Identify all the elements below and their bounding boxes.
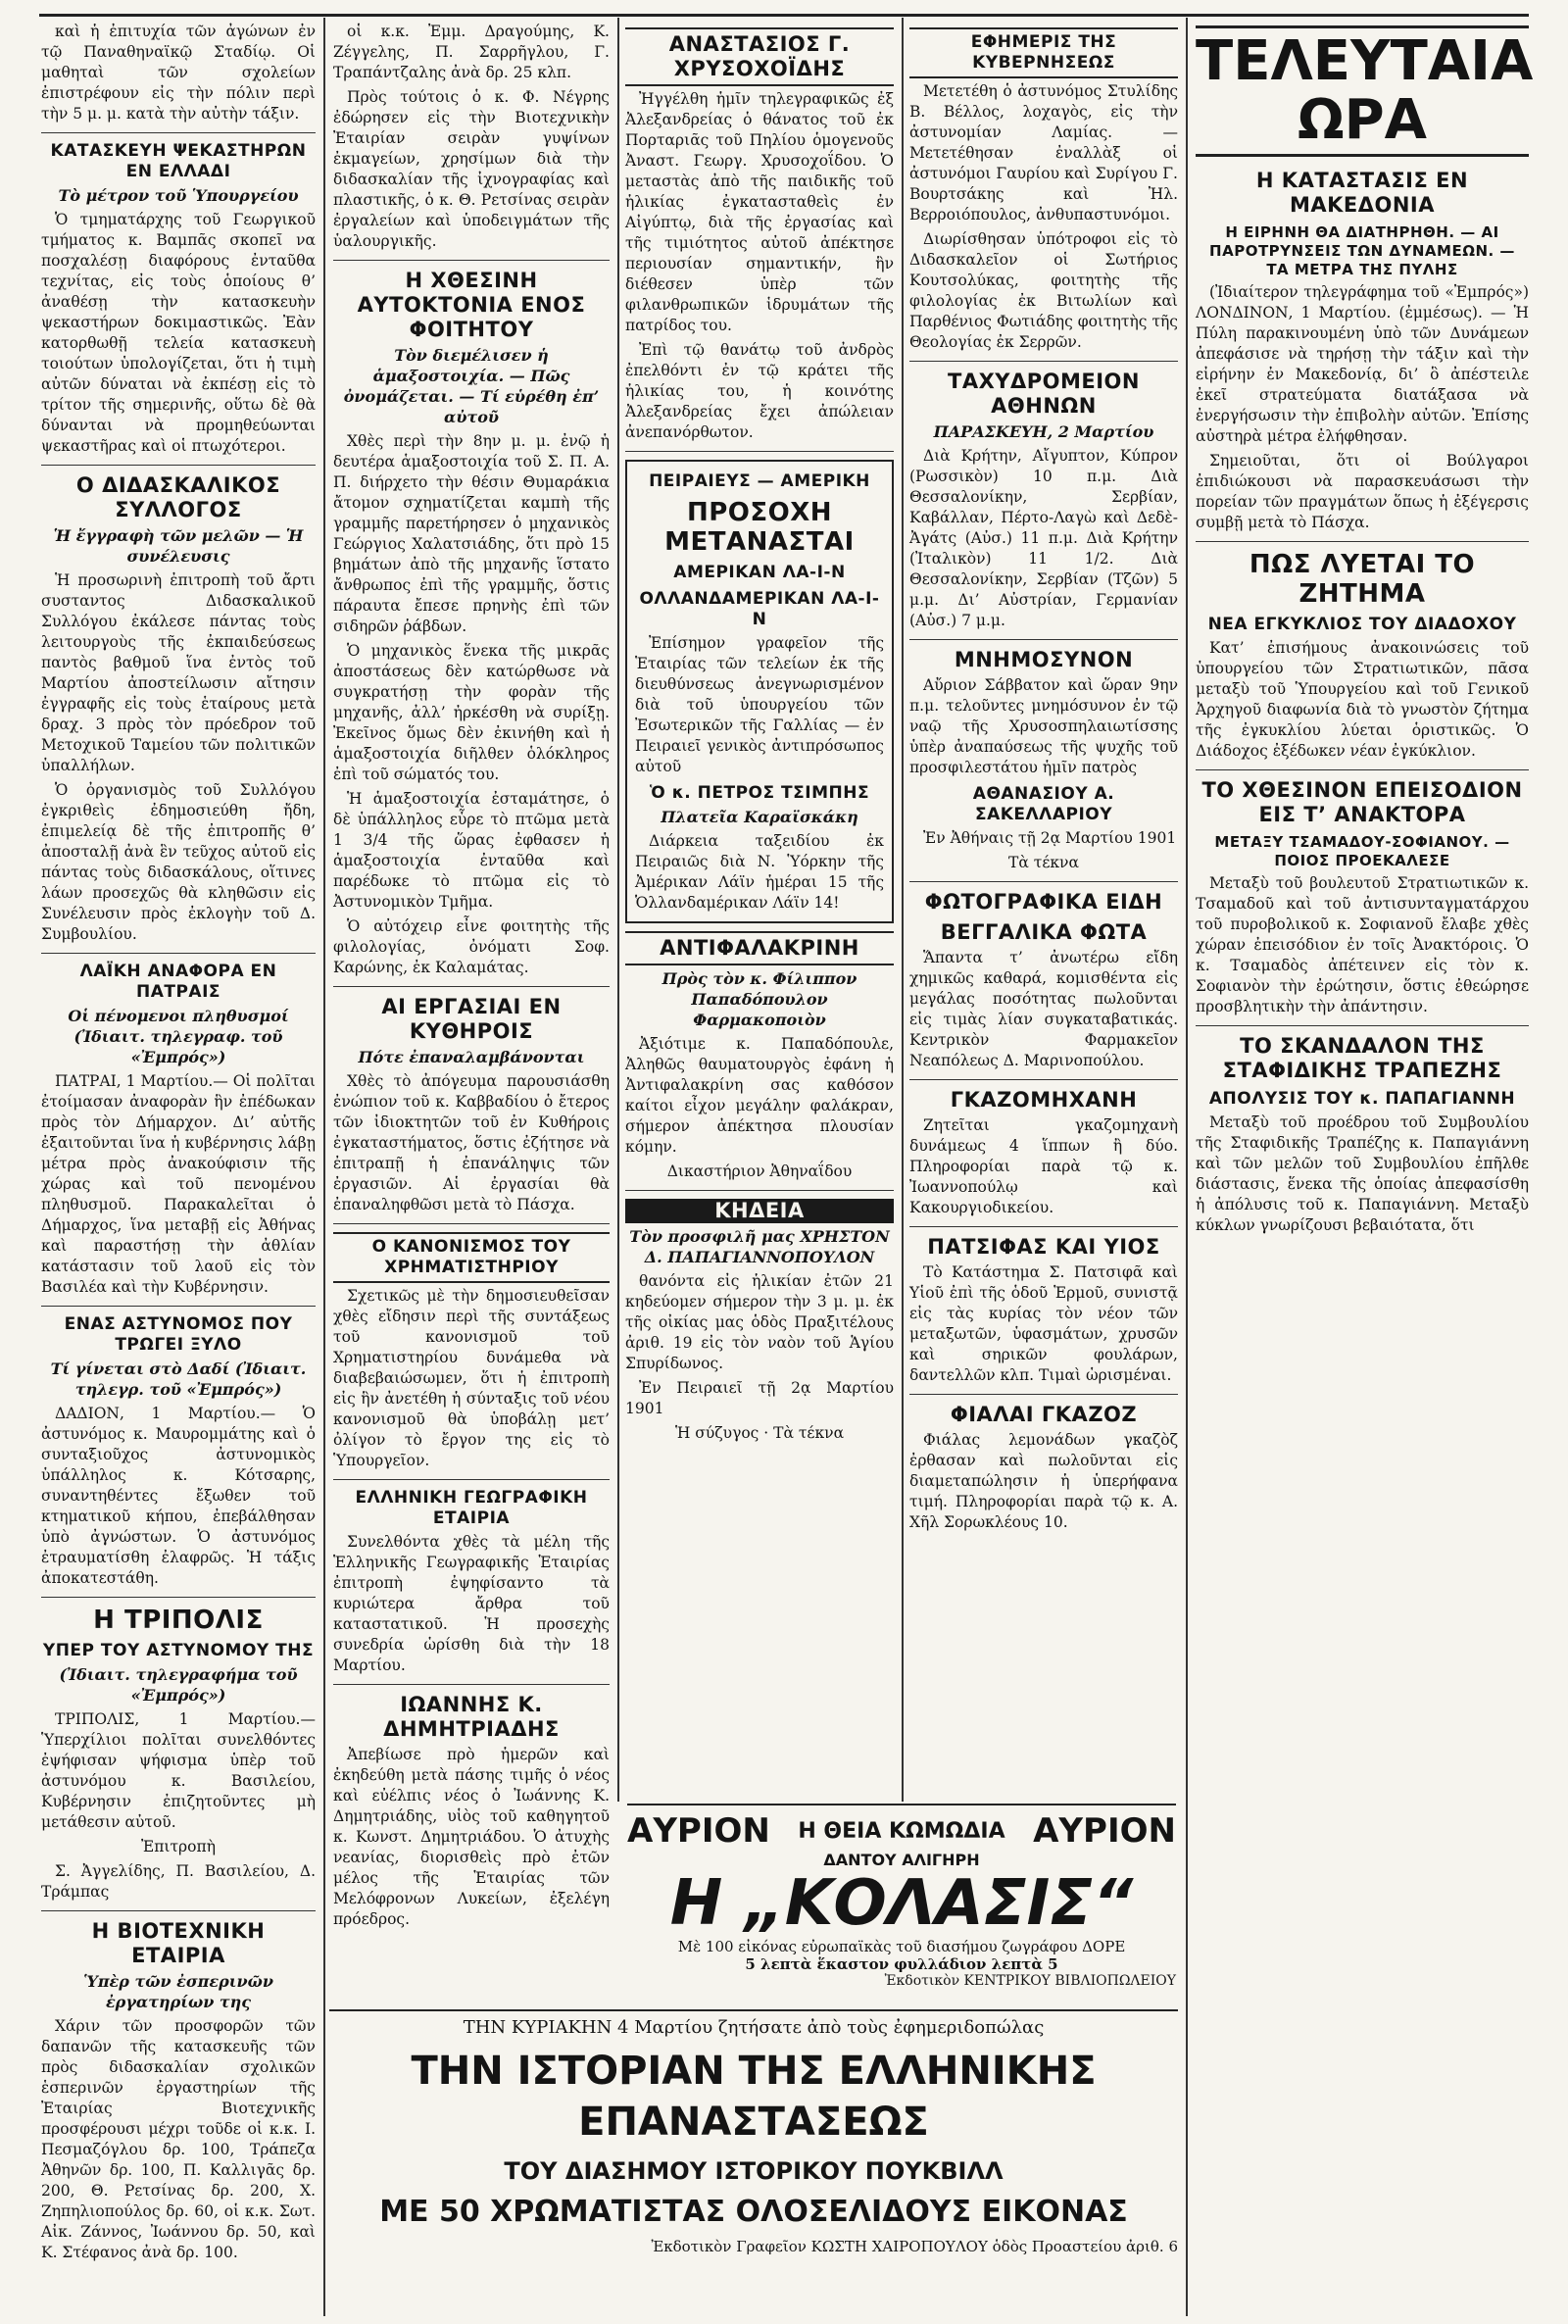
paragraph: Διὰ Κρήτην, Αἴγυπτον, Κύπρον (Ρωσσικὸν) 10 π.μ. Διὰ Θεσσαλονίκην, Σερβίαν, Καβάλλαν, Πέρτο-Λαγὼ καὶ Δεδὲ-Ἀγάτς (Αὐσ.) 11 π.μ. Διὰ Κρήτην (Ἰταλικὸν) 11 1/2. Διὰ Θεσσαλονίκην, Σερβίαν (Τζῶν) 5 μ.μ. Δι’ Αὐστρίαν, Γερμανίαν (Αὐσ.) 7 μ.μ. — [909, 447, 1178, 629]
advert-title: ΤΗΝ ΙΣΤΟΡΙΑΝ ΤΗΣ ΕΛΛΗΝΙΚΗΣ ΕΠΑΝΑΣΤΑΣΕΩΣ — [411, 2049, 1097, 2145]
signature-label: Ἐπιτροπὴ — [141, 1838, 216, 1855]
agent-name: Ὁ κ. ΠΕΤΡΟΣ ΤΣΙΜΠΗΣ — [649, 783, 870, 803]
headline: ΕΝΑΣ ΑΣΤΥΝΟΜΟΣ ΠΟΥ ΤΡΩΓΕΙ ΞΥΛΟ — [64, 1314, 293, 1355]
column-3 — [625, 22, 894, 1590]
column-4 — [909, 22, 1178, 1590]
divider — [909, 881, 1178, 882]
paragraph: Ἅπαντα τ’ ἀνωτέρω εἴδη χημικῶς καθαρά, κομισθέντα εἰς μεγάλας ποσότητας πωλοῦνται εἰς τιμὰς λίαν συγκαταβατικάς. Κεντρικὸν Φαρμακεῖον Νεαπόλεως Δ. Μαρινοπούλου. — [909, 949, 1178, 1069]
divider — [909, 639, 1178, 640]
column-5 — [1196, 22, 1534, 2305]
date-line: Ἐν Πειραιεῖ τῇ 2ᾳ Μαρτίου 1901 — [625, 1379, 894, 1417]
headline: ΦΩΤΟΓΡΑΦΙΚΑ ΕΙΔΗ — [924, 890, 1163, 914]
subheadline: Η ΕΙΡΗΝΗ ΘΑ ΔΙΑΤΗΡΗΘΗ. — ΑΙ ΠΑΡΟΤΡΥΝΣΕΙΣ ΤΩΝ ΔΥΝΑΜΕΩΝ. — ΤΑ ΜΕΤΡΑ ΤΗΣ ΠΥΛΗΣ — [1209, 223, 1515, 278]
history-advert — [329, 2009, 1178, 2305]
divider — [41, 1306, 316, 1307]
advert-line: Μὲ 100 εἰκόνας εὐρωπαϊκὰς τοῦ διασήμου ζωγράφου ΔΟΡΕ — [677, 1938, 1126, 1955]
divider — [41, 953, 316, 954]
headline: ΦΙΑΛΑΙ ΓΚΑΖΟΖ — [950, 1403, 1138, 1426]
headline: ΚΗΔΕΙΑ — [625, 1199, 894, 1223]
signature: Δικαστήριον Ἀθηναΐδου — [666, 1162, 853, 1180]
paragraph: ΔΑΔΙΟΝ, 1 Μαρτίου.— Ὁ ἀστυνόμος κ. Μαυρομμάτης καὶ ὁ συνταξιοῦχος ἀστυνομικὸς ὑπάλληλος κ. Κότσαρης, συναντηθέντες ἔξωθεν τοῦ κτηματικοῦ κήπου, ἐπεβάλθησαν ὑπὸ ἀγνώστων. Ὁ ἀστυνόμος ἐτραυματίσθη ἐλαφρῶς. Ἡ τάξις ἀποκατεστάθη. — [41, 1405, 316, 1587]
headline: ΑΝΤΙΦΑΛΑΚΡΙΝΗ — [625, 931, 894, 965]
headline: ΠΩΣ ΛΥΕΤΑΙ ΤΟ ΖΗΤΗΜΑ — [1249, 550, 1476, 609]
paragraph: Μεταξὺ τοῦ προέδρου τοῦ Συμβουλίου τῆς Σταφιδικῆς Τραπέζης κ. Παπαγιάννη καὶ τῶν μελῶν τοῦ Συμβουλίου ἐπῆλθε διάστασις, ἕνεκα τῆς ὁποίας ἀπεφασίσθη ἡ ἀπόλυσις τοῦ κ. Παπαγιάννη. Μεταξὺ κύκλων γνωρίζουσι βεβαιότατα, ὅτι — [1196, 1113, 1529, 1234]
divider — [41, 465, 316, 466]
paragraph: Ὁ αὐτόχειρ εἶνε φοιτητὴς τῆς φιλολογίας, ὀνόματι Σοφ. Καρώνης, ἐκ Καλαμάτας. — [333, 917, 610, 976]
column-rule — [323, 18, 325, 2316]
advert-line: 5 λεπτὰ ἕκαστον φυλλάδιον λεπτὰ 5 — [745, 1955, 1058, 1973]
headline: ΟΛΛΑΝΔΑΜΕΡΙΚΑΝ ΛΑ-Ι-Ν — [639, 589, 880, 629]
divider — [41, 1910, 316, 1911]
paragraph: θανόντα εἰς ἡλικίαν ἐτῶν 21 κηδεύομεν σήμερον τὴν 3 μ. μ. ἐκ τῆς οἰκίας μας ὁδὸς Πραξιτέλους ἀριθ. 19 εἰς τὸν ναὸν τοῦ Ἁγίου Σπυρίδωνος. — [625, 1272, 894, 1372]
paragraph: Ὁ μηχανικὸς ἕνεκα τῆς μικρᾶς ἀποστάσεως δὲν κατώρθωσε νὰ συγκρατήσῃ τὴν φορὰν τῆς μηχανῆς, ἀλλ’ ἠρκέσθη νὰ συρίξῃ. Ἐκεῖνος ὅμως δὲν ἐκινήθη καὶ ἡ ἁμαξοστοιχία διῆλθεν ὁλόκληρος ἐπὶ τοῦ σώματός του. — [333, 642, 610, 783]
headline: ΤΟ ΣΚΑΝΔΑΛΟΝ ΤΗΣ ΣΤΑΦΙΔΙΚΗΣ ΤΡΑΠΕΖΗΣ — [1222, 1034, 1502, 1082]
paragraph: Συνελθόντα χθὲς τὰ μέλη τῆς Ἑλληνικῆς Γεωγραφικῆς Ἑταιρίας ἐπιτροπὴ ἐψηφίσαντο τὰ κυριώτερα ἄρθρα τοῦ καταστατικοῦ. Ἡ προσεχὴς συνεδρία ὡρίσθη διὰ τὴν 18 Μαρτίου. — [333, 1533, 610, 1674]
headline: ΤΟ ΧΘΕΣΙΝΟΝ ΕΠΕΙΣΟΔΙΟΝ ΕΙΣ Τ’ ΑΝΑΚΤΟΡΑ — [1201, 778, 1523, 826]
advert-line: ΜΕ 50 ΧΡΩΜΑΤΙΣΤΑΣ ΟΛΟΣΕΛΙΔΟΥΣ ΕΙΚΟΝΑΣ — [379, 2195, 1128, 2229]
section-title: ΤΕΛΕΥΤΑΙΑ ΩΡΑ — [1196, 25, 1529, 157]
subheadline: Τί γίνεται στὸ Δαδί (Ἰδιαιτ. τηλεγρ. τοῦ «Ἐμπρός») — [50, 1360, 307, 1399]
divider — [333, 260, 610, 261]
headline: ΙΩΑΝΝΗΣ Κ. ΔΗΜΗΤΡΙΑΔΗΣ — [383, 1693, 560, 1741]
advert-word: ΑΥΡΙΟΝ — [627, 1811, 770, 1851]
paragraph: Αὔριον Σάββατον καὶ ὥραν 9ην π.μ. τελοῦντες μνημόσυνον ἐν τῷ ναῷ τῆς Χρυσοσπηλαιωτίσσης ὑπὲρ ἀναπαύσεως τῆς ψυχῆς τοῦ προσφιλεστάτου ἡμῖν πατρὸς — [909, 676, 1178, 776]
paragraph: Ἐπίσημον γραφεῖον τῆς Ἑταιρίας τῶν τελείων ἐκ τῆς διευθύνσεως ἀνεγνωρισμένον διὰ τοῦ ὑπουργείου τῶν Ἐσωτερικῶν τῆς Γαλλίας — ἐν Πειραιεῖ γενικὸς ἀντιπρόσωπος αὐτοῦ — [635, 634, 884, 775]
advert-title: Η „ΚΟΛΑΣΙΣ“ — [669, 1867, 1134, 1940]
kolasis-advert — [627, 1804, 1176, 2002]
divider — [625, 1190, 894, 1191]
headline: ΑΙ ΕΡΓΑΣΙΑΙ ΕΝ ΚΥΘΗΡΟΙΣ — [381, 995, 562, 1043]
paragraph: καὶ ἡ ἐπιτυχία τῶν ἀγώνων ἐν τῷ Παναθηναϊκῷ Σταδίῳ. Οἱ μαθηταὶ τῶν σχολείων ἐπιστρέφουν εἰς τὴν πόλιν περὶ τὴν 5 μ. μ. κατὰ τὴν αὐτὴν τάξιν. — [41, 23, 316, 123]
divider — [333, 1223, 610, 1224]
paragraph: Ἡ προσωρινὴ ἐπιτροπὴ τοῦ ἄρτι συσταντος Διδασκαλικοῦ Συλλόγου ἐκάλεσε πάντας τοὺς λειτουργοὺς τῆς ἐκπαιδεύσεως παντὸς βαθμοῦ ἵνα ἐντὸς τοῦ Μαρτίου ἀποστείλωσιν αἴτησιν ἐγγραφῆς εἰς τοὺς ἑταίρους μετὰ δραχ. 3 πρὸς τὸν πρόεδρον τοῦ Μετοχικοῦ Ταμείου τῶν πολιτικῶν ὑπαλλήλων. — [41, 571, 316, 774]
headline: Η ΒΙΟΤΕΧΝΙΚΗ ΕΤΑΙΡΙΑ — [91, 1919, 266, 1967]
divider — [41, 132, 316, 133]
advert-author: ΔΑΝΤΟΥ ΑΛΙΓΗΡΗ — [823, 1851, 980, 1869]
headline: Η ΤΡΙΠΟΛΙΣ — [93, 1606, 264, 1635]
advert-header — [627, 1811, 1176, 1851]
paragraph: Ζητεῖται γκαζομηχανὴ δυνάμεως 4 ἵππων ἢ δύο. Πληροφορίαι παρὰ τῷ κ. Ἰωαννοπούλῳ καὶ Κακουργιοδικείου. — [909, 1116, 1178, 1216]
subheadline: Τὸν προσφιλῆ μας ΧΡΗΣΤΟΝ Δ. ΠΑΠΑΓΙΑΝΝΟΠΟΥΛΟΝ — [629, 1227, 890, 1266]
subheadline: Ἡ ἔγγραφὴ τῶν μελῶν — Ἡ συνέλευσις — [53, 526, 304, 566]
headline: ΜΝΗΜΟΣΥΝΟΝ — [954, 648, 1134, 671]
signature: Ἡ σύζυγος · Τὰ τέκνα — [674, 1424, 845, 1442]
headline: Ο ΚΑΝΟΝΙΣΜΟΣ ΤΟΥ ΧΡΗΜΑΤΙΣΤΗΡΙΟΥ — [333, 1232, 610, 1283]
advert-line: ΤΟΥ ΔΙΑΣΗΜΟΥ ΙΣΤΟΡΙΚΟΥ ΠΟΥΚΒΙΛΛ — [504, 2157, 1004, 2185]
paragraph: Διάρκεια ταξειδίου ἐκ Πειραιῶς διὰ Ν. Ὑόρκην τῆς Ἀμέρικαν Λάϊν ἡμέραι 15 τῆς Ὁλλανδαμέρικαν Λάϊν 14! — [635, 832, 884, 912]
subheadline: ΑΠΟΛΥΣΙΣ ΤΟΥ κ. ΠΑΠΑΓΙΑΝΝΗ — [1208, 1089, 1516, 1109]
headline: ΑΝΑΣΤΑΣΙΟΣ Γ. ΧΡΥΣΟΧΟΪΔΗΣ — [625, 27, 894, 86]
paragraph: Ἠγγέλθη ἡμῖν τηλεγραφικῶς ἐξ Ἀλεξανδρείας ὁ θάνατος τοῦ ἐκ Πορταριᾶς τοῦ Πηλίου ὁμογενοῦς Ἀναστ. Γεωργ. Χρυσοχοΐδου. Ὁ μεταστὰς ἀπὸ τῆς παιδικῆς τοῦ ἡλικίας ἐγκατασταθεὶς ἐν Αἰγύπτῳ, διὰ τῆς ἐργασίας καὶ τῆς τιμιότητος αὐτοῦ ἀπέκτησε περιουσίαν σημαντικήν, ἣν διέθεσεν ὑπὲρ τῶν φιλανθρωπικῶν ἱδρυμάτων τῆς πατρίδος του. — [625, 90, 894, 334]
paragraph: Τὸ Κατάστημα Σ. Πατσιφᾶ καὶ Υἱοῦ ἐπὶ τῆς ὁδοῦ Ἑρμοῦ, συνιστᾷ εἰς τὰς κυρίας τὸν νέον τῶν μεταξωτῶν, ὑφασμάτων, χρυσῶν καὶ σηρικῶν φουλάρων, δαντελλῶν κλπ. Τιμαὶ ὡρισμέναι. — [909, 1263, 1178, 1384]
subheadline: Ὑπὲρ τῶν ἐσπερινῶν ἐργατηρίων της — [83, 1972, 273, 2011]
headline: ΠΡΟΣΟΧΗ ΜΕΤΑΝΑΣΤΑΙ — [664, 498, 855, 557]
column-rule — [1186, 18, 1188, 2316]
advert-line: Ἐκδοτικὸν Γραφεῖον ΚΩΣΤΗ ΧΑΙΡΟΠΟΥΛΟΥ ὁδὸς Προαστείου ἀριθ. 6 — [651, 2238, 1178, 2255]
paragraph: Κατ’ ἐπισήμους ἀνακοινώσεις τοῦ ὑπουργείου τῶν Στρατιωτικῶν, πᾶσα μεταξὺ τοῦ Ὑπουργείου καὶ τοῦ Γενικοῦ Ἀρχηγοῦ διαφωνία διὰ τὸ γνωστὸν ζήτημα τῆς ἐγκυκλίου λύεται ὁριστικῶς. Ὁ Διάδοχος ἐξέδωκεν νέαν ἐγκύκλιον. — [1196, 639, 1529, 760]
paragraph: Ἀξιότιμε κ. Παπαδόπουλε, Ἀληθῶς θαυματουργὸς ἐφάνη ἡ Ἀντιφαλακρίνη σας καθόσον καίτοι εἶχον μεγάλην φαλάκραν, σήμερον ἀπέκτησα πλουσίαν κόμην. — [625, 1035, 894, 1156]
paragraph: Χάριν τῶν προσφορῶν τῶν δαπανῶν τῆς κατασκευῆς τῶν πρὸς διδασκαλίαν σχολικῶν ἑσπερινῶν ἐργαστηρίων τῆς Ἐταιρίας Βιοτεχνικῆς προσφέρουσι μέχρι τοῦδε οἱ κ.κ. Ι. Πεσμαζόγλου δρ. 100, Τράπεζα Ἀθηνῶν δρ. 100, Π. Καλλιγᾶς δρ. 200, Θ. Ρετσίνας δρ. 200, Χ. Ζηπηλιοπούλος δρ. 60, οἱ κ.κ. Σωτ. Αἰκ. Ζάννος, Ἰωάννου δρ. 50, καὶ Κ. Στέφανος ἀνὰ δρ. 100. — [41, 2017, 316, 2261]
paragraph: Πρὸς τούτοις ὁ κ. Φ. Νέγρης ἐδώρησεν εἰς τὴν Βιοτεχνικὴν Ἐταιρίαν σειρὰν γυψίνων ἐκμαγείων, χρησίμων διὰ τὴν διδασκαλίαν τῆς ἰχνογραφίας καὶ πλαστικῆς, ὁ κ. Θ. Ρετσίνας σειρὰν ἐργαλείων καὶ ὑποδειγμάτων τῆς ὑαλουργικῆς. — [333, 88, 610, 250]
deceased-name: ΑΘΑΝΑΣΙΟΥ Α. ΣΑΚΕΛΛΑΡΙΟΥ — [972, 784, 1115, 824]
paragraph: ΠΑΤΡΑΙ, 1 Μαρτίου.— Οἱ πολῖται ἐτοίμασαν ἀναφορὰν ἣν ἐπέδωκαν πρὸς τὸν Δήμαρχον. Δι’ αὐτῆς ἐξαιτοῦνται ἵνα ἡ κυβέρνησις λάβῃ μέτρα πρὸς ἀνακούφισιν τῆς χώρας καὶ τοῦ πενομένου πληθυσμοῦ. Παρακαλεῖται ὁ Δήμαρχος, ἵνα μεταβῇ εἰς Ἀθήνας καὶ παραστήσῃ τὴν ἀθλίαν κατάστασιν τοῦ λαοῦ εἰς τὸν Βασιλέα καὶ τὴν Κυβέρνησιν. — [41, 1072, 316, 1296]
subheadline: ΠΑΡΑΣΚΕΥΗ, 2 Μαρτίου — [933, 422, 1154, 441]
headline: ΤΑΧΥΔΡΟΜΕΙΟΝ ΑΘΗΝΩΝ — [948, 370, 1140, 418]
advert-word: Η ΘΕΙΑ ΚΩΜΩΔΙΑ — [798, 1818, 1005, 1844]
divider — [909, 1079, 1178, 1080]
paragraph: Ἀπεβίωσε πρὸ ἡμερῶν καὶ ἐκηδεύθη μετὰ πάσης τιμῆς ὁ νέος καὶ εὐέλπις νέος ὁ Ἰωάννης Κ. Δημητριάδης, υἱὸς τοῦ καθηγητοῦ κ. Κωνστ. Δημητριάδου. Ὁ ἀτυχὴς νεανίας, διορισθεὶς πρὸ ἐτῶν μέλος τῆς Ἑταιρίας τῶν Μελόφρονων Λυκείων, ἐξελέγη πρόεδρος. — [333, 1746, 610, 1928]
paragraph: Ἡ ἁμαξοστοιχία ἐσταμάτησε, ὁ δὲ ὑπάλληλος εὗρε τὸ πτῶμα μετὰ 1 3/4 τῆς ὥρας ἐφθασεν ἡ ἁμαξοστοιχία ἐνταῦθα καὶ παρέδωκε τὸ πτῶμα εἰς τὸ Ἀστυνομικὸν Τμῆμα. — [333, 790, 610, 911]
headline: Η ΚΑΤΑΣΤΑΣΙΣ ΕΝ ΜΑΚΕΔΟΝΙΑ — [1255, 169, 1469, 217]
divider — [333, 986, 610, 987]
paragraph: ΤΡΙΠΟΛΙΣ, 1 Μαρτίου.— Ὑπερχίλιοι πολῖται συνελθόντες ἐψήφισαν ψήφισμα ὑπὲρ τοῦ ἀστυνόμου κ. Βασιλείου, Κυβέρνησιν ἐπιζητοῦντες μὴ μετάθεσιν αὐτοῦ. — [41, 1710, 316, 1831]
headline: ΛΑΪΚΗ ΑΝΑΦΟΡΑ ΕΝ ΠΑΤΡΑΙΣ — [79, 962, 277, 1002]
divider — [1196, 1025, 1529, 1026]
headline: ΕΦΗΜΕΡΙΣ ΤΗΣ ΚΥΒΕΡΝΗΣΕΩΣ — [909, 27, 1178, 78]
subheadline: Οἱ πένομενοι πληθυσμοί (Ἰδιαιτ. τηλεγραφ. τοῦ «Ἐμπρός») — [68, 1007, 289, 1066]
headline: Η ΧΘΕΣΙΝΗ ΑΥΤΟΚΤΟΝΙΑ ΕΝΟΣ ΦΟΙΤΗΤΟΥ — [357, 269, 586, 341]
divider — [1196, 541, 1529, 542]
paragraph: Ὁ τμηματάρχης τοῦ Γεωργικοῦ τμήματος κ. Βαμπᾶς σκοπεῖ να ποσχαλέσῃ διαφόρους ἐνταῦθα τεχνίτας, εἰς τοὺς ὁποίους θ’ ἀναθέσῃ τὴν κατασκευὴν ψεκαστήρων δοκιμαστικῶς. Ἐὰν κατορθωθῇ τελεία κατασκευὴ τοιούτων ὑπολογίζεται, ὅτι ἡ τιμὴ αὐτῶν δύναται νὰ ἐκπέσῃ εἰς τὸ τρίτον τῆς σημερινῆς, οὕτω δὲ θὰ δύνανται νὰ προμηθεύωνται ψεκαστῆρας καὶ οἱ πτωχότεροι. — [41, 211, 316, 455]
divider — [909, 1394, 1178, 1395]
paragraph: Μετετέθη ὁ ἀστυνόμος Στυλίδης Β. Βέλλος, λοχαγὸς, εἰς τὴν ἀστυνομίαν Λαμίας. — Μετετέθησαν ἐναλλὰξ οἱ ἀστυνόμοι Γαυρίου καὶ Συρίγου Γ. Βουρτσάκης καὶ Ἠλ. Βερροιόπουλος, ἀνθυπαστυνόμοι. — [909, 82, 1178, 223]
column-1 — [41, 22, 316, 2305]
paragraph: (Ἰδιαίτερον τηλεγράφημα τοῦ «Ἐμπρός») ΛΟΝΔΙΝΟΝ, 1 Μαρτίου. (ἐμμέσως). — Ἡ Πύλη παρακινουμένη ὑπὸ τῶν Δυνάμεων ἀπεφάσισε νὰ τηρήσῃ τὴν τάξιν καὶ τὴν εἰρήνην ἐν Μακεδονίᾳ, δι’ ὃ ἀπέστειλε ἐκεῖ στρατεύματα διατάξασα νὰ ἐνεργήσωσιν τὴν ἐπιβολὴν αὐτῶν. Ἐπίσης αὐστηρὰ μέτρα ἐλήφθησαν. — [1196, 283, 1529, 445]
advert-line: ΤΗΝ ΚΥΡΙΑΚΗΝ 4 Μαρτίου ζητήσατε ἀπὸ τοὺς ἐφημεριδοπώλας — [463, 2017, 1045, 2038]
column-2 — [333, 22, 610, 1928]
paragraph: Σχετικῶς μὲ τὴν δημοσιευθεῖσαν χθὲς εἴδησιν περὶ τῆς συντάξεως τοῦ κανονισμοῦ τοῦ Χρηματιστηρίου δυνάμεθα νὰ διαβεβαιώσωμεν, ὅτι ἡ ἐπιτροπὴ εἰς ἣν ἀνετέθη ἡ σύνταξις τοῦ νέου κανονισμοῦ θὰ ὑποβάλῃ μετ’ ὀλίγον τὸ ἔργον της εἰς τὸ Ὑπουργεῖον. — [333, 1287, 610, 1469]
divider — [909, 1226, 1178, 1227]
divider — [909, 361, 1178, 362]
headline: ΠΕΙΡΑΙΕΥΣ — ΑΜΕΡΙΚΗ — [649, 471, 870, 491]
headline: ΥΠΕΡ ΤΟΥ ΑΣΤΥΝΟΜΟΥ ΤΗΣ — [42, 1641, 315, 1660]
headline: ΚΑΤΑΣΚΕΥΗ ΨΕΚΑΣΤΗΡΩΝ ΕΝ ΕΛΛΑΔΙ — [50, 141, 307, 181]
headline: ΑΜΕΡΙΚΑΝ ΛΑ-Ι-Ν — [673, 563, 846, 582]
signature: Σ. Ἀγγελίδης, Π. Βασιλείου, Δ. Τράμπας — [41, 1862, 316, 1901]
agent-address: Πλατεῖα Καραϊσκάκη — [661, 808, 858, 826]
column-rule — [902, 18, 904, 1802]
headline: ΠΑΤΣΙΦΑΣ ΚΑΙ ΥΙΟΣ — [927, 1235, 1160, 1259]
advert-line: Ἐκδοτικὸν ΚΕΝΤΡΙΚΟΥ ΒΙΒΛΙΟΠΩΛΕΙΟΥ — [884, 1973, 1176, 1989]
divider — [1196, 769, 1529, 770]
top-rule — [39, 6, 1529, 17]
subheadline: ΝΕΑ ΕΓΚΥΚΛΙΟΣ ΤΟΥ ΔΙΑΔΟΧΟΥ — [1207, 615, 1517, 634]
subheadline: Πρὸς τὸν κ. Φίλιππον Παπαδόπουλον Φαρμακοποιὸν — [662, 969, 858, 1029]
headline: ΒΕΓΓΑΛΙΚΑ ΦΩΤΑ — [940, 920, 1148, 944]
column-rule — [617, 18, 619, 1802]
date-line: Ἐν Ἀθήναις τῇ 2ᾳ Μαρτίου 1901 — [923, 829, 1177, 847]
headline: ΕΛΛΗΝΙΚΗ ΓΕΩΓΡΑΦΙΚΗ ΕΤΑΙΡΙΑ — [355, 1488, 588, 1528]
paragraph: Χθὲς τὸ ἀπόγευμα παρουσιάσθη ἐνώπιον τοῦ κ. Καββαδίου ὁ ἔτερος τῶν ἰδιοκτητῶν τοῦ ἐν Κυθήροις ἐγκαταστήματος, ὅστις ἐζήτησε νὰ ἐπιτραπῇ ἡ ἐπανάληψις τῶν ἐργασιῶν. Αἱ ἐργασίαι θὰ ἐπαναληφθῶσι μετὰ τὸ Πάσχα. — [333, 1072, 610, 1213]
signature: Τὰ τέκνα — [1008, 854, 1079, 871]
headline: Ο ΔΙΔΑΣΚΑΛΙΚΟΣ ΣΥΛΛΟΓΟΣ — [75, 473, 281, 521]
subheadline: Τὸν διεμέλισεν ἡ ἁμαξοστοιχία. — Πῶς ὀνομάζεται. — Τί εὑρέθη ἐπ’ αὐτοῦ — [343, 346, 600, 426]
paragraph: Μεταξὺ τοῦ βουλευτοῦ Στρατιωτικῶν κ. Τσαμαδοῦ καὶ τοῦ ἀντισυνταγματάρχου τοῦ πυροβολικοῦ κ. Σοφιανοῦ ἔλαβε χθὲς χώραν ἐπεισόδιον ἐν τοῖς Ἀνακτόροις. Ὁ κ. Τσαμαδὸς ἀπέτεινεν εἰς τὸν κ. Σοφιανὸν τὴν ἐρώτησιν, ὅστις ἐθεώρησε προσβλητικὴν τὴν ἀπάντησιν. — [1196, 874, 1529, 1015]
paragraph: οἱ κ.κ. Ἐμμ. Δραγούμης, Κ. Ζέγγελης, Π. Σαρρῆγλου, Γ. Τραπάντζαλης ἀνὰ δρ. 25 κλπ. — [333, 23, 610, 81]
paragraph: Σημειοῦται, ὅτι οἱ Βούλγαροι ἐπιδιώκουσι νὰ παρασκευάσωσι τὴν πορείαν τῶν πραγμάτων ὅπως ἡ ἐξέγερσις συμβῇ μετὰ τὸ Πάσχα. — [1196, 452, 1529, 531]
subheadline: (Ἰδιαιτ. τηλεγραφήμα τοῦ «Ἐμπρός») — [59, 1665, 298, 1705]
divider — [41, 1597, 316, 1598]
divider — [333, 1479, 610, 1480]
headline: ΓΚΑΖΟΜΗΧΑΝΗ — [950, 1088, 1138, 1112]
subheadline: Τὸ μέτρον τοῦ Ὑπουργείου — [58, 186, 299, 205]
paragraph: Διωρίσθησαν ὑπότροφοι εἰς τὸ Διδασκαλεῖον οἱ Σωτήριος Κουτσολύκας, φοιτητὴς τῆς φιλολογίας ἐκ Βιτωλίων καὶ Παρθένιος Φωτιάδης φοιτητὴς τῆς Θεολογίας ἐκ Σερρῶν. — [909, 230, 1178, 351]
subheadline: ΜΕΤΑΞΥ ΤΣΑΜΑΔΟΥ-ΣΟΦΙΑΝΟΥ. — ΠΟΙΟΣ ΠΡΟΕΚΑΛΕΣΕ — [1214, 833, 1510, 869]
paragraph: Ἐπὶ τῷ θανάτῳ τοῦ ἀνδρὸς ἐπελθόντι ἐν τῷ κράτει τῆς ἡλικίας του, ἡ κοινότης Ἀλεξανδρείας ἔχει ἀπώλειαν ἀνεπανόρθωτον. — [625, 341, 894, 441]
paragraph: Χθὲς περὶ τὴν 8ην μ. μ. ἐνῷ ἡ δευτέρα ἁμαξοστοιχία τοῦ Σ. Π. Α. Π. διήρχετο τὴν θέσιν Θυμαράκια ἄτομον σχηματίζεται καμπὴ τῆς γραμμῆς παρετήρησεν ὁ μηχανικὸς Γεώργιος Χαλατσιάδης, ὅτι πρὸ 15 βημάτων ἀπὸ τῆς μηχανῆς ἵστατο ἄνθρωπος ἐπὶ τῆς γραμμῆς, ὅστις πάραυτα ἔπεσε πρηνὴς ἐπὶ τῶν σιδηρῶν ῥάβδων. — [333, 432, 610, 635]
subheadline: Πότε ἐπαναλαμβάνονται — [358, 1048, 585, 1066]
advert-word: ΑΥΡΙΟΝ — [1033, 1811, 1176, 1851]
emigration-advert — [625, 460, 894, 923]
paragraph: Ὁ ὀργανισμὸς τοῦ Συλλόγου ἐγκριθεὶς ἐδημοσιεύθη ἤδη, ἐπιμελείᾳ δὲ τῆς ἐπιτροπῆς θ’ ἀποσταλῇ ἀνὰ ἓν τεῦχος αὐτοῦ εἰς πάντας τοὺς διδασκάλους, οἵτινες λάων προσεχῶς θὰ κληθῶσιν εἰς Συνέλευσιν πρὸς ἐκλογὴν τοῦ Δ. Συμβουλίου. — [41, 781, 316, 943]
divider — [333, 1684, 610, 1685]
divider — [625, 451, 894, 452]
paragraph: Φιάλας λεμονάδων γκαζὸζ ἐρθασαν καὶ πωλοῦνται εἰς διαμεταπώλησιν ἡ ὑπερήφανα τιμή. Πληροφορίαι παρὰ τῷ κ. Α. Χῆλ Σορωκλέους 10. — [909, 1431, 1178, 1531]
